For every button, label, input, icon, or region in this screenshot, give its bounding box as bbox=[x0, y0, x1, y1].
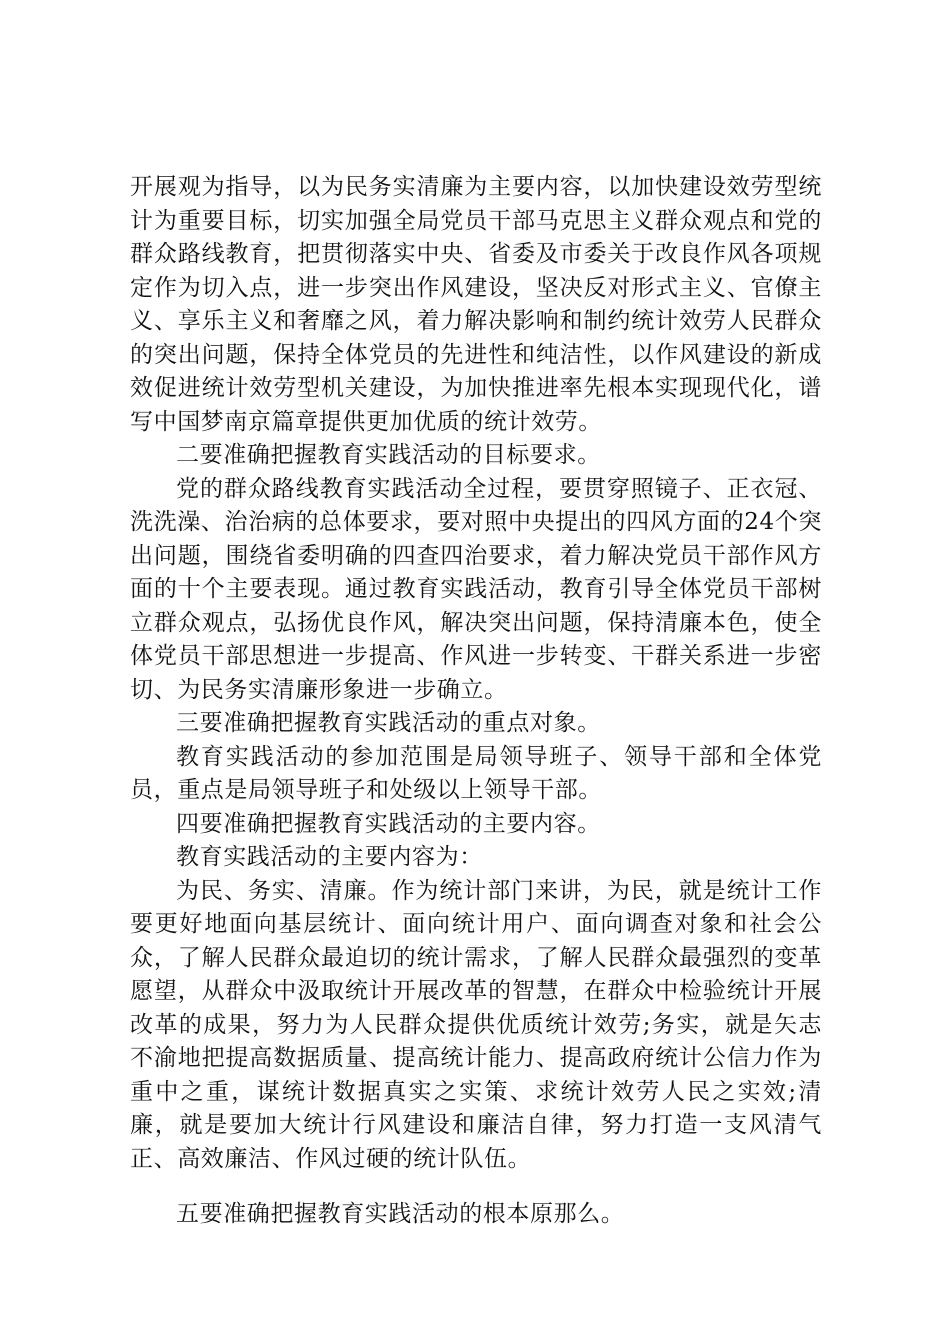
paragraph-goals: 党的群众路线教育实践活动全过程，要贯穿照镜子、正衣冠、洗洗澡、治治病的总体要求，要对照中央提出的四风方面的24个突出问题，围绕省委明确的四查四治要求，着力解决党员干部作风方面的十个主要表现。通过教育实践活动，教育引导全体党员干部树立群众观点，弘扬优良作风，解决突出问题，保持清廉本色，使全体党员干部思想进一步提高、作风进一步转变、干群关系进一步密切、为民务实清廉形象进一步确立。 bbox=[130, 475, 822, 703]
section-heading-3: 三要准确把握教育实践活动的重点对象。 bbox=[176, 710, 601, 736]
paragraph-content-intro: 教育实践活动的主要内容为： bbox=[176, 844, 483, 870]
paragraph-continued: 开展观为指导，以为民务实清廉为主要内容，以加快建设效劳型统计为重要目标，切实加强全局党员干部马克思主义群众观点和党的群众路线教育，把贯彻落实中央、省委及市委关于改良作风各项规定作为切入点，进一步突出作风建设，坚决反对形式主义、官僚主义、享乐主义和奢靡之风，着力解决影响和制约统计效劳人民群众的突出问题，保持全体党员的先进性和纯洁性，以作风建设的新成效促进统计效劳型机关建设，为加快推进率先根本实现现代化，谱写中国梦南京篇章提供更加优质的统计效劳。 bbox=[130, 174, 822, 435]
document-body bbox=[130, 171, 822, 1232]
paragraph-content-detail: 为民、务实、清廉。作为统计部门来讲，为民，就是统计工作要更好地面向基层统计、面向统计用户、面向调查对象和社会公众，了解人民群众最迫切的统计需求，了解人民群众最强烈的变革愿望，从群众中汲取统计开展改革的智慧，在群众中检验统计开展改革的成果，努力为人民群众提供优质统计效劳;务实，就是矢志不渝地把提高数据质量、提高统计能力、提高政府统计公信力作为重中之重，谋统计数据真实之实策、求统计效劳人民之实效;清廉，就是要加大统计行风建设和廉洁自律，努力打造一支风清气正、高效廉洁、作风过硬的统计队伍。 bbox=[130, 877, 822, 1172]
section-heading-4: 四要准确把握教育实践活动的主要内容。 bbox=[176, 810, 601, 837]
section-heading-5: 五要准确把握教育实践活动的根本原那么。 bbox=[176, 1201, 625, 1227]
section-heading-2: 二要准确把握教育实践活动的目标要求。 bbox=[176, 442, 601, 468]
paragraph-scope: 教育实践活动的参加范围是局领导班子、领导干部和全体党员，重点是局领导班子和处级以上领导干部。 bbox=[130, 743, 822, 803]
